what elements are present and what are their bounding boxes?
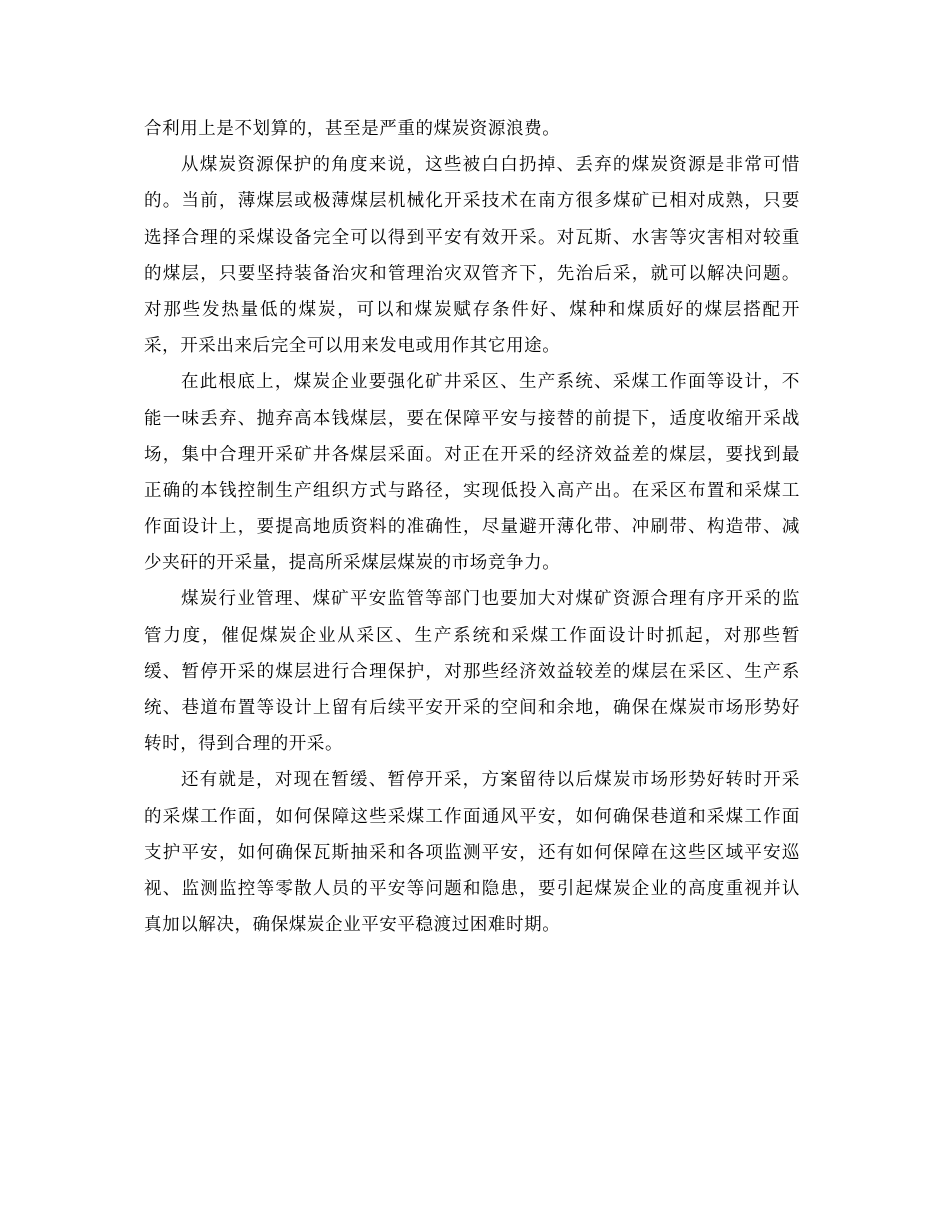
text-line: 少夹矸的开采量，提高所采煤层煤炭的市场竞争力。 <box>144 553 561 574</box>
text-line: 对那些发热量低的煤炭，可以和煤炭赋存条件好、煤种和煤质好的煤层搭配开 <box>144 299 800 320</box>
document-body <box>144 111 800 943</box>
text-line: 煤炭行业管理、煤矿平安监管等部门也要加大对煤矿资源合理有序开采的监 <box>181 589 800 610</box>
text-line: 合利用上是不划算的，甚至是严重的煤炭资源浪费。 <box>144 119 561 139</box>
text-line: 正确的本钱控制生产组织方式与路径，实现低投入高产出。在采区布置和采煤工 <box>144 480 800 501</box>
text-line: 缓、暂停开采的煤层进行合理保护，对那些经济效益较差的煤层在采区、生产系 <box>144 661 800 682</box>
paragraph-4 <box>144 581 800 762</box>
text-line: 的。当前，薄煤层或极薄煤层机械化开采技术在南方很多煤矿已相对成熟，只要 <box>144 191 800 212</box>
text-line: 作面设计上，要提高地质资料的准确性，尽量避开薄化带、冲刷带、构造带、减 <box>144 517 800 538</box>
text-line: 从煤炭资源保护的角度来说，这些被白白扔掉、丢弃的煤炭资源是非常可惜 <box>181 155 800 176</box>
text-line: 采，开采出来后完全可以用来发电或用作其它用途。 <box>144 336 561 357</box>
text-line: 在此根底上，煤炭企业要强化矿井采区、生产系统、采煤工作面等设计，不 <box>181 372 800 393</box>
text-line: 转时，得到合理的开采。 <box>144 734 344 755</box>
text-line: 能一味丢弃、抛弃高本钱煤层，要在保障平安与接替的前提下，适度收缩开采战 <box>144 408 800 429</box>
text-line: 选择合理的采煤设备完全可以得到平安有效开采。对瓦斯、水害等灾害相对较重 <box>144 227 800 248</box>
paragraph-3 <box>144 364 800 581</box>
text-line: 管力度，催促煤炭企业从采区、生产系统和采煤工作面设计时抓起，对那些暂 <box>144 625 800 646</box>
paragraph-1 <box>144 111 800 147</box>
text-line: 视、监测监控等零散人员的平安等问题和隐患，要引起煤炭企业的高度重视并认 <box>144 878 800 899</box>
text-line: 的采煤工作面，如何保障这些采煤工作面通风平安，如何确保巷道和采煤工作面 <box>144 806 800 827</box>
paragraph-2 <box>144 147 800 364</box>
text-line: 支护平安，如何确保瓦斯抽采和各项监测平安，还有如何保障在这些区域平安巡 <box>144 842 800 863</box>
text-line: 还有就是，对现在暂缓、暂停开采，方案留待以后煤炭市场形势好转时开采 <box>181 770 800 791</box>
paragraph-5 <box>144 762 800 943</box>
text-line: 的煤层，只要坚持装备治灾和管理治灾双管齐下，先治后采，就可以解决问题。 <box>144 263 800 284</box>
text-line: 统、巷道布置等设计上留有后续平安开采的空间和余地，确保在煤炭市场形势好 <box>144 698 800 718</box>
text-line: 场，集中合理开采矿井各煤层采面。对正在开采的经济效益差的煤层，要找到最 <box>144 444 800 465</box>
text-line: 真加以解决，确保煤炭企业平安平稳渡过困难时期。 <box>144 915 561 936</box>
